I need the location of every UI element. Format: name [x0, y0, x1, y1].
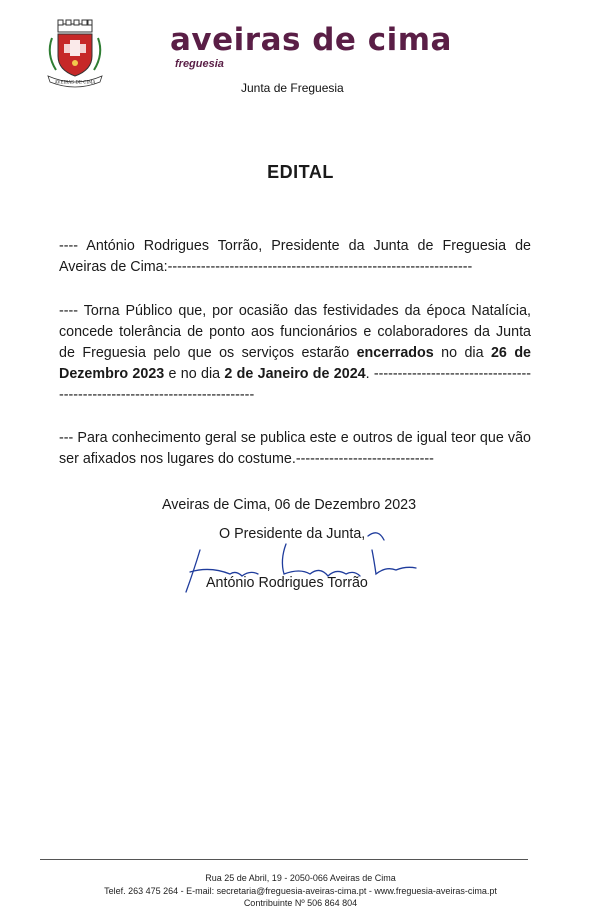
- paragraph-publication: [59, 428, 531, 470]
- president-title: O Presidente da Junta,: [219, 526, 366, 542]
- footer-tax-id: Contribuinte Nº 506 864 804: [243, 898, 358, 908]
- announcement-mid-1: no dia: [433, 345, 491, 361]
- announcement-intro: ---- Torna Público que, por ocasião das festividades da época Natalícia, concede tolerância de ponto aos funcionários e colaboradores da Junta de Freguesia pelo que os serviços estarão: [59, 303, 531, 361]
- brand-name: aveiras de cima: [170, 22, 452, 58]
- crest-motto: AVEIRAS DE CIMA: [54, 79, 96, 85]
- paragraph-announcement: [59, 301, 531, 406]
- closure-date-2: 2 de Janeiro de 2024: [224, 366, 366, 382]
- organization-name: Junta de Freguesia: [241, 81, 344, 95]
- announcement-mid-2: e no dia: [164, 366, 225, 382]
- brand-subtitle: freguesia: [175, 58, 224, 70]
- footer-contacts: Telef. 263 475 264 - E-mail: secretaria@freguesia-aveiras-cima.pt - www.freguesia-aveiras-cima.pt: [104, 886, 497, 896]
- parish-crest-logo: [40, 18, 110, 88]
- footer-divider: [40, 859, 528, 860]
- closure-date-1: 26 de Dezembro 2023: [59, 345, 532, 382]
- publication-text: --- Para conhecimento geral se publica este e outros de igual teor que vão ser afixados nos lugares do costume.-----------------------------: [59, 430, 531, 467]
- closed-word: encerrados: [356, 345, 434, 361]
- issuer-text: ---- António Rodrigues Torrão, Presidente da Junta de Freguesia de Aveiras de Cima:----------------------------------------------------------------: [59, 238, 531, 275]
- place-and-date: Aveiras de Cima, 06 de Dezembro 2023: [162, 497, 417, 513]
- announcement-tail: . --------------------------------------------------------------------------: [59, 366, 531, 403]
- signer-name: António Rodrigues Torrão: [206, 575, 368, 591]
- brand-wordmark: [170, 22, 452, 58]
- document-title: EDITAL: [267, 162, 334, 182]
- paragraph-issuer: [59, 236, 531, 278]
- footer-address: Rua 25 de Abril, 19 - 2050-066 Aveiras de Cima: [205, 873, 396, 883]
